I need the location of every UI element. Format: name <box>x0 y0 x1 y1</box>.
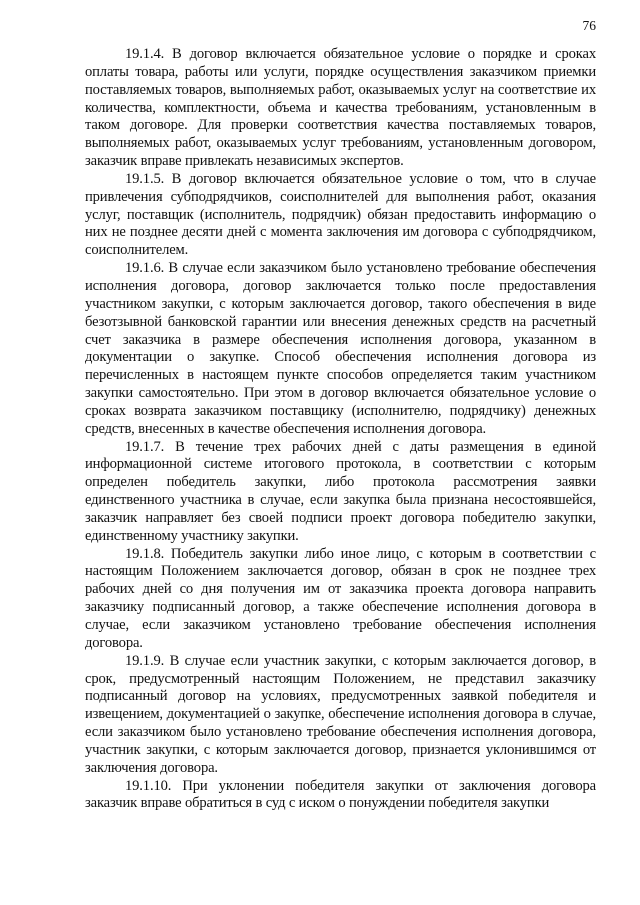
paragraph-19-1-10: 19.1.10. При уклонении победителя закупки от заключения договора заказчик вправе обратиться в суд с иском о понуждении победителя закупки <box>85 777 596 812</box>
page-number: 76 <box>582 18 596 33</box>
paragraph-19-1-9: 19.1.9. В случае если участник закупки, с которым заключается договор, в срок, предусмотренный настоящим Положением, не представил заказчику подписанный договор на условиях, предусмотренных заявкой победителя и извещением, документацией о закупке, обеспечение исполнения договора в случае, если заказчиком было установлено требование обеспечения исполнения договора, участник закупки, с которым заключается договор, признается уклонившимся от заключения договора. <box>85 652 596 776</box>
paragraph-19-1-7: 19.1.7. В течение трех рабочих дней с даты размещения в единой информационной системе итогового протокола, в соответствии с которым определен победитель закупки, либо протокола рассмотрения заявки единственного участника в случае, если закупка была признана несостоявшейся, заказчик направляет без своей подписи проект договора победителю закупки, единственному участнику закупки. <box>85 438 596 544</box>
paragraph-19-1-4: 19.1.4. В договор включается обязательное условие о порядке и сроках оплаты товара, работы или услуги, порядке осуществления заказчиком приемки поставляемых товаров, выполняемых работ, оказываемых услуг на соответствие их количества, комплектности, объема и качества требованиям, установленным в таком договоре. Для проверки соответствия качества поставляемых товаров, выполняемых работ, оказываемых услуг требованиям, установленным договором, заказчик вправе привлекать независимых экспертов. <box>85 46 596 170</box>
document-body <box>85 46 596 813</box>
paragraph-19-1-5: 19.1.5. В договор включается обязательное условие о том, что в случае привлечения субподрядчиков, соисполнителей для выполнения работ, оказания услуг, поставщик (исполнитель, подрядчик) обязан предоставить информацию о них не позднее десяти дней с момента заключения им договора с субподрядчиком, соисполнителем. <box>85 170 596 259</box>
paragraph-19-1-6: 19.1.6. В случае если заказчиком было установлено требование обеспечения исполнения договора, договор заключается только после предоставления участником закупки, с которым заключается договор, такого обеспечения в виде безотзывной банковской гарантии или внесения денежных средств на расчетный счет заказчика в размере обеспечения исполнения договора, указанном в документации о закупке. Способ обеспечения исполнения договора из перечисленных в настоящем пункте способов определяется таким участником закупки самостоятельно. При этом в договор включается обязательное условие о сроках возврата заказчиком поставщику (исполнителю, подрядчику) денежных средств, внесенных в качестве обеспечения исполнения договора. <box>85 260 596 437</box>
paragraph-19-1-8: 19.1.8. Победитель закупки либо иное лицо, с которым в соответствии с настоящим Положением заключается договор, обязан в срок не позднее трех рабочих дней со дня получения им от заказчика проекта договора направить заказчику подписанный договор, а также обеспечение исполнения договора в случае, если заказчиком установлено требование обеспечения исполнения договора. <box>85 545 596 651</box>
